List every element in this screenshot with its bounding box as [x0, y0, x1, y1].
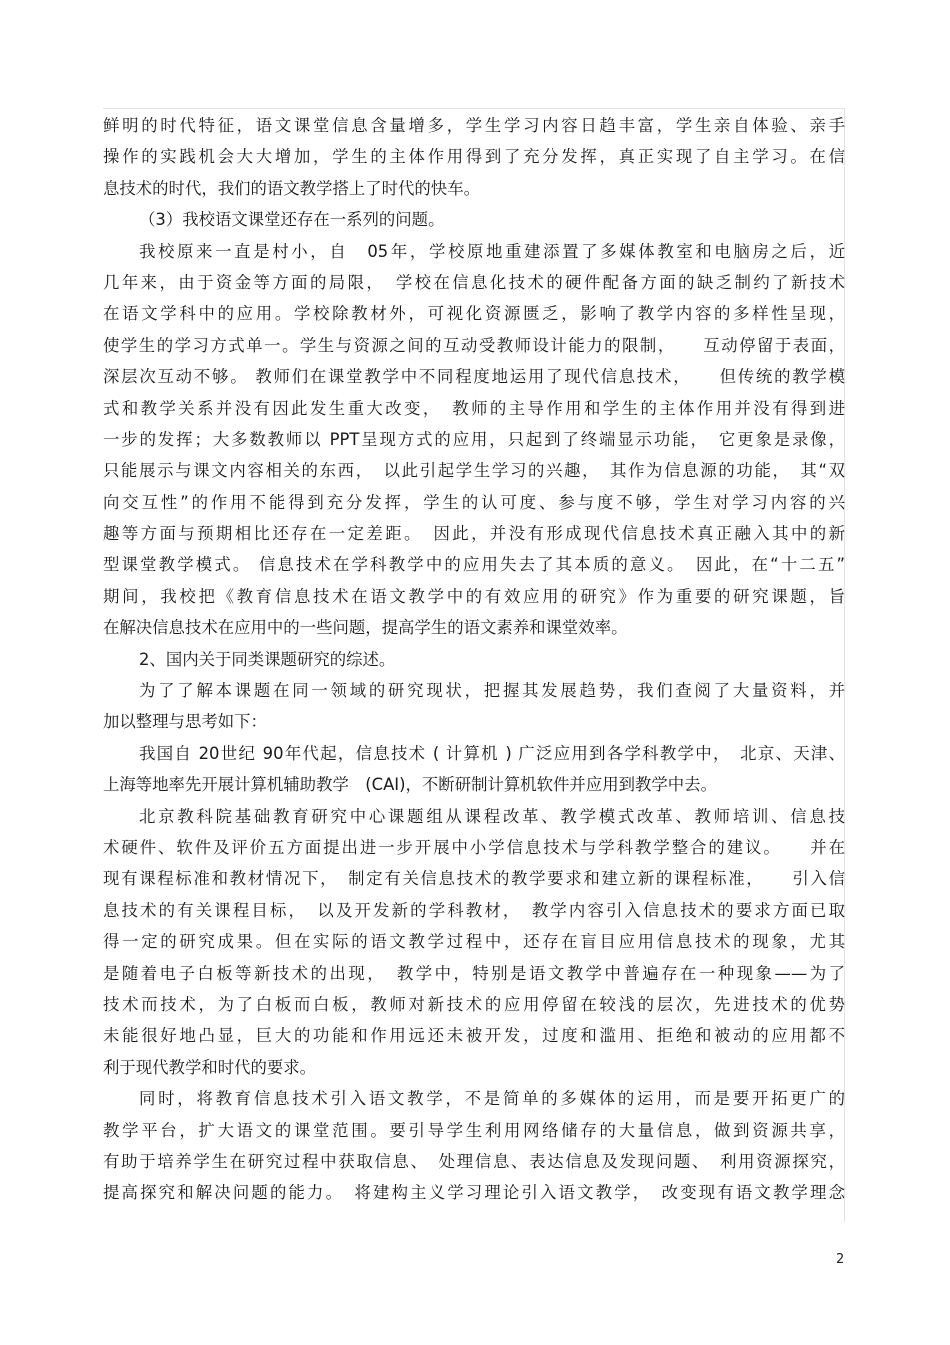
text-line: 教学平台，扩大语文的课堂范围。要引导学生利用网络储存的大量信息，做到资源共享，	[103, 1120, 845, 1140]
document-body	[103, 110, 845, 1209]
text-line: 我国自 20世纪 90年代起，信息技术 ( 计算机 ) 广泛应用到各学科教学中， 北京、天津、	[139, 743, 845, 763]
text-line: 加以整理与思考如下：	[103, 712, 267, 732]
text-line: 为了了解本课题在同一领域的研究现状，把握其发展趋势，我们查阅了大量资料，并	[139, 681, 845, 701]
text-line: 趣等方面与预期相比还存在一定差距。 因此，并没有形成现代信息技术真正融入其中的新	[103, 524, 845, 544]
text-line: 操作的实践机会大大增加，学生的主体作用得到了充分发挥，真正实现了自主学习。在信	[103, 147, 845, 167]
page-number: 2	[836, 1252, 845, 1267]
text-line: 只能展示与课文内容相关的东西， 以此引起学生学习的兴趣， 其作为信息源的功能， 其“双	[103, 461, 845, 481]
section-heading: （3）我校语文课堂还存在一系列的问题。	[139, 210, 445, 230]
text-line: 向交互性”的作用不能得到充分发挥，学生的认可度、参与度不够，学生对学习内容的兴	[103, 492, 845, 512]
text-line: 是随着电子白板等新技术的出现， 教学中，特别是语文教学中普遍存在一种现象——为了	[103, 963, 845, 983]
text-line: 技术而技术，为了白板而白板，教师对新技术的应用停留在较浅的层次，先进技术的优势	[103, 994, 845, 1014]
text-line: 同时，将教育信息技术引入语文教学，不是简单的多媒体的运用，而是要开拓更广的	[139, 1089, 845, 1109]
text-line: 一步的发挥；大多数教师以 PPT呈现方式的应用，只起到了终端显示功能， 它更象是录像，	[103, 429, 845, 449]
text-line: 息技术的有关课程目标， 以及开发新的学科教材， 教学内容引入信息技术的要求方面已取	[103, 900, 845, 920]
text-line: 使学生的学习方式单一。学生与资源之间的互动受教师设计能力的限制， 互动停留于表面，	[103, 335, 845, 355]
text-line: 型课堂教学模式。 信息技术在学科教学中的应用失去了其本质的意义。 因此，在“十二五”	[103, 555, 845, 575]
text-line: 上海等地率先开展计算机辅助教学 (CAI)，不断研制计算机软件并应用到教学中去。	[103, 775, 717, 795]
text-line: 得一定的研究成果。但在实际的语文教学过程中，还存在盲目应用信息技术的现象，尤其	[103, 932, 845, 952]
text-line: 几年来，由于资金等方面的局限， 学校在信息化技术的硬件配备方面的缺乏制约了新技术	[103, 272, 845, 292]
text-line: 在语文学科中的应用。学校除教材外，可视化资源匮乏，影响了教学内容的多样性呈现，	[103, 304, 845, 324]
text-line: 息技术的时代，我们的语文教学搭上了时代的快车。	[103, 178, 480, 198]
text-line: 未能很好地凸显，巨大的功能和作用远还未被开发，过度和滥用、拒绝和被动的应用都不	[103, 1026, 845, 1046]
text-line: 北京教科院基础教育研究中心课题组从课程改革、教学模式改革、教师培训、信息技	[139, 806, 845, 826]
text-line: 术硬件、软件及评价五方面提出进一步开展中小学信息技术与学科教学整合的建议。 并在	[103, 837, 845, 857]
text-line: 我校原来一直是村小，自 05年，学校原地重建添置了多媒体教室和电脑房之后，近	[139, 241, 845, 261]
text-line: 深层次互动不够。 教师们在课堂教学中不同程度地运用了现代信息技术， 但传统的教学模	[103, 367, 845, 387]
section-heading: 2、国内关于同类课题研究的综述。	[139, 649, 396, 669]
text-line: 现有课程标准和教材情况下， 制定有关信息技术的教学要求和建立新的课程标准， 引入信	[103, 869, 845, 889]
text-line: 利于现代教学和时代的要求。	[103, 1057, 317, 1077]
text-line: 鲜明的时代特征，语文课堂信息含量增多，学生学习内容日趋丰富，学生亲自体验、亲手	[103, 116, 845, 135]
text-line: 期间，我校把《教育信息技术在语文教学中的有效应用的研究》作为重要的研究课题，旨	[103, 586, 845, 606]
text-line: 提高探究和解决问题的能力。 将建构主义学习理论引入语文教学， 改变现有语文教学理念	[103, 1183, 845, 1203]
text-line: 在解决信息技术在应用中的一些问题，提高学生的语文素养和课堂效率。	[103, 618, 628, 638]
text-line: 式和教学关系并没有因此发生重大改变， 教师的主导作用和学生的主体作用并没有得到进	[103, 398, 845, 418]
text-line: 有助于培养学生在研究过程中获取信息、 处理信息、表达信息及发现问题、 利用资源探究，	[103, 1151, 845, 1171]
